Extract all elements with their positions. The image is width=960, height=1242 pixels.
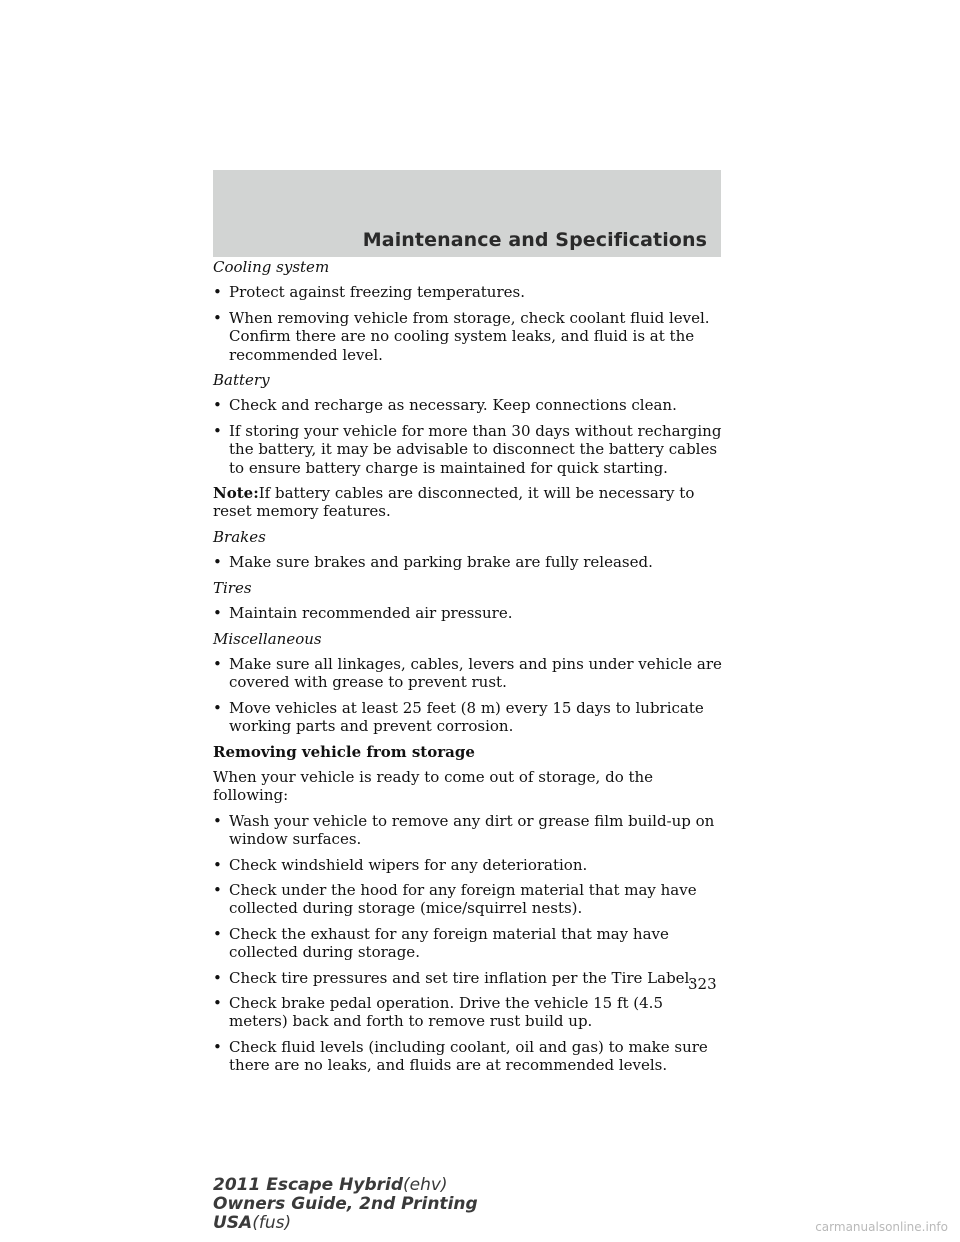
bullet-icon: • — [213, 308, 222, 327]
bullet-icon: • — [213, 811, 222, 830]
heading-brakes: Brakes — [213, 527, 266, 546]
list-item: • Check and recharge as necessary. Keep connections clean. — [213, 396, 677, 415]
section-title: Maintenance and Specifications — [362, 229, 707, 251]
bullet-icon: • — [213, 994, 222, 1012]
list-item: • Check brake pedal operation. Drive the vehicle 15 ft (4.5 meters) back and forth to remove rust build up. — [213, 994, 663, 1031]
note-label: Note: — [213, 484, 259, 503]
watermark-link[interactable]: carmanualsonline.info — [815, 1220, 948, 1234]
footer-line-3: USA(fus) — [213, 1213, 292, 1233]
bullet-icon: • — [213, 968, 222, 987]
bullet-icon: • — [213, 924, 222, 943]
list-item: • Check windshield wipers for any deterioration. — [213, 855, 588, 874]
heading-cooling-system: Cooling system — [213, 258, 330, 276]
heading-removing-vehicle: Removing vehicle from storage — [213, 742, 475, 761]
page-number: 323 — [688, 975, 717, 993]
footer-line-2: Owners Guide, 2nd Printing — [213, 1194, 478, 1214]
list-item: • Check under the hood for any foreign material that may have collected during storage (mice/squirrel nests). — [213, 880, 697, 918]
bullet-icon: • — [213, 654, 222, 673]
battery-note — [213, 484, 725, 521]
document-footer — [213, 1176, 478, 1233]
page-content — [213, 258, 725, 1082]
list-item: • Make sure all linkages, cables, levers and pins under vehicle are covered with grease to prevent rust. — [213, 654, 722, 692]
list-item: • Make sure brakes and parking brake are fully released. — [213, 553, 653, 572]
bullet-icon: • — [213, 1037, 222, 1056]
heading-battery: Battery — [213, 371, 270, 390]
list-item: • Check tire pressures and set tire inflation per the Tire Label. — [213, 968, 695, 987]
list-item: • When removing vehicle from storage, check coolant fluid level. Confirm there are no cooling system leaks, and fluid is at the recommended level. — [213, 308, 710, 364]
list-item: • Check the exhaust for any foreign material that may have collected during storage. — [213, 924, 669, 962]
list-item: • If storing your vehicle for more than 30 days without recharging the battery, it may be advisable to disconnect the battery cables to ensure battery charge is maintained for quick starting. — [213, 421, 722, 477]
bullet-icon: • — [213, 396, 222, 415]
list-item: • Wash your vehicle to remove any dirt or grease film build-up on window surfaces. — [213, 811, 715, 849]
heading-miscellaneous: Miscellaneous — [213, 629, 322, 648]
bullet-icon: • — [213, 855, 222, 874]
heading-tires: Tires — [213, 578, 252, 597]
bullet-icon: • — [213, 604, 222, 623]
section-header-band — [213, 170, 721, 257]
removing-intro: When your vehicle is ready to come out of storage, do the following: — [213, 767, 654, 805]
footer-line-1: 2011 Escape Hybrid(ehv) — [213, 1175, 448, 1195]
bullet-icon: • — [213, 421, 222, 440]
note-text: If battery cables are disconnected, it will be necessary to reset memory features. — [213, 484, 695, 521]
bullet-icon: • — [213, 553, 222, 572]
list-item: • Maintain recommended air pressure. — [213, 604, 513, 623]
bullet-icon: • — [213, 283, 222, 302]
list-item: • Move vehicles at least 25 feet (8 m) every 15 days to lubricate working parts and prevent corrosion. — [213, 698, 704, 736]
list-item: • Check fluid levels (including coolant, oil and gas) to make sure there are no leaks, and fluids are at recommended levels. — [213, 1037, 708, 1075]
bullet-icon: • — [213, 880, 222, 899]
list-item: • Protect against freezing temperatures. — [213, 283, 525, 302]
bullet-icon: • — [213, 698, 222, 717]
